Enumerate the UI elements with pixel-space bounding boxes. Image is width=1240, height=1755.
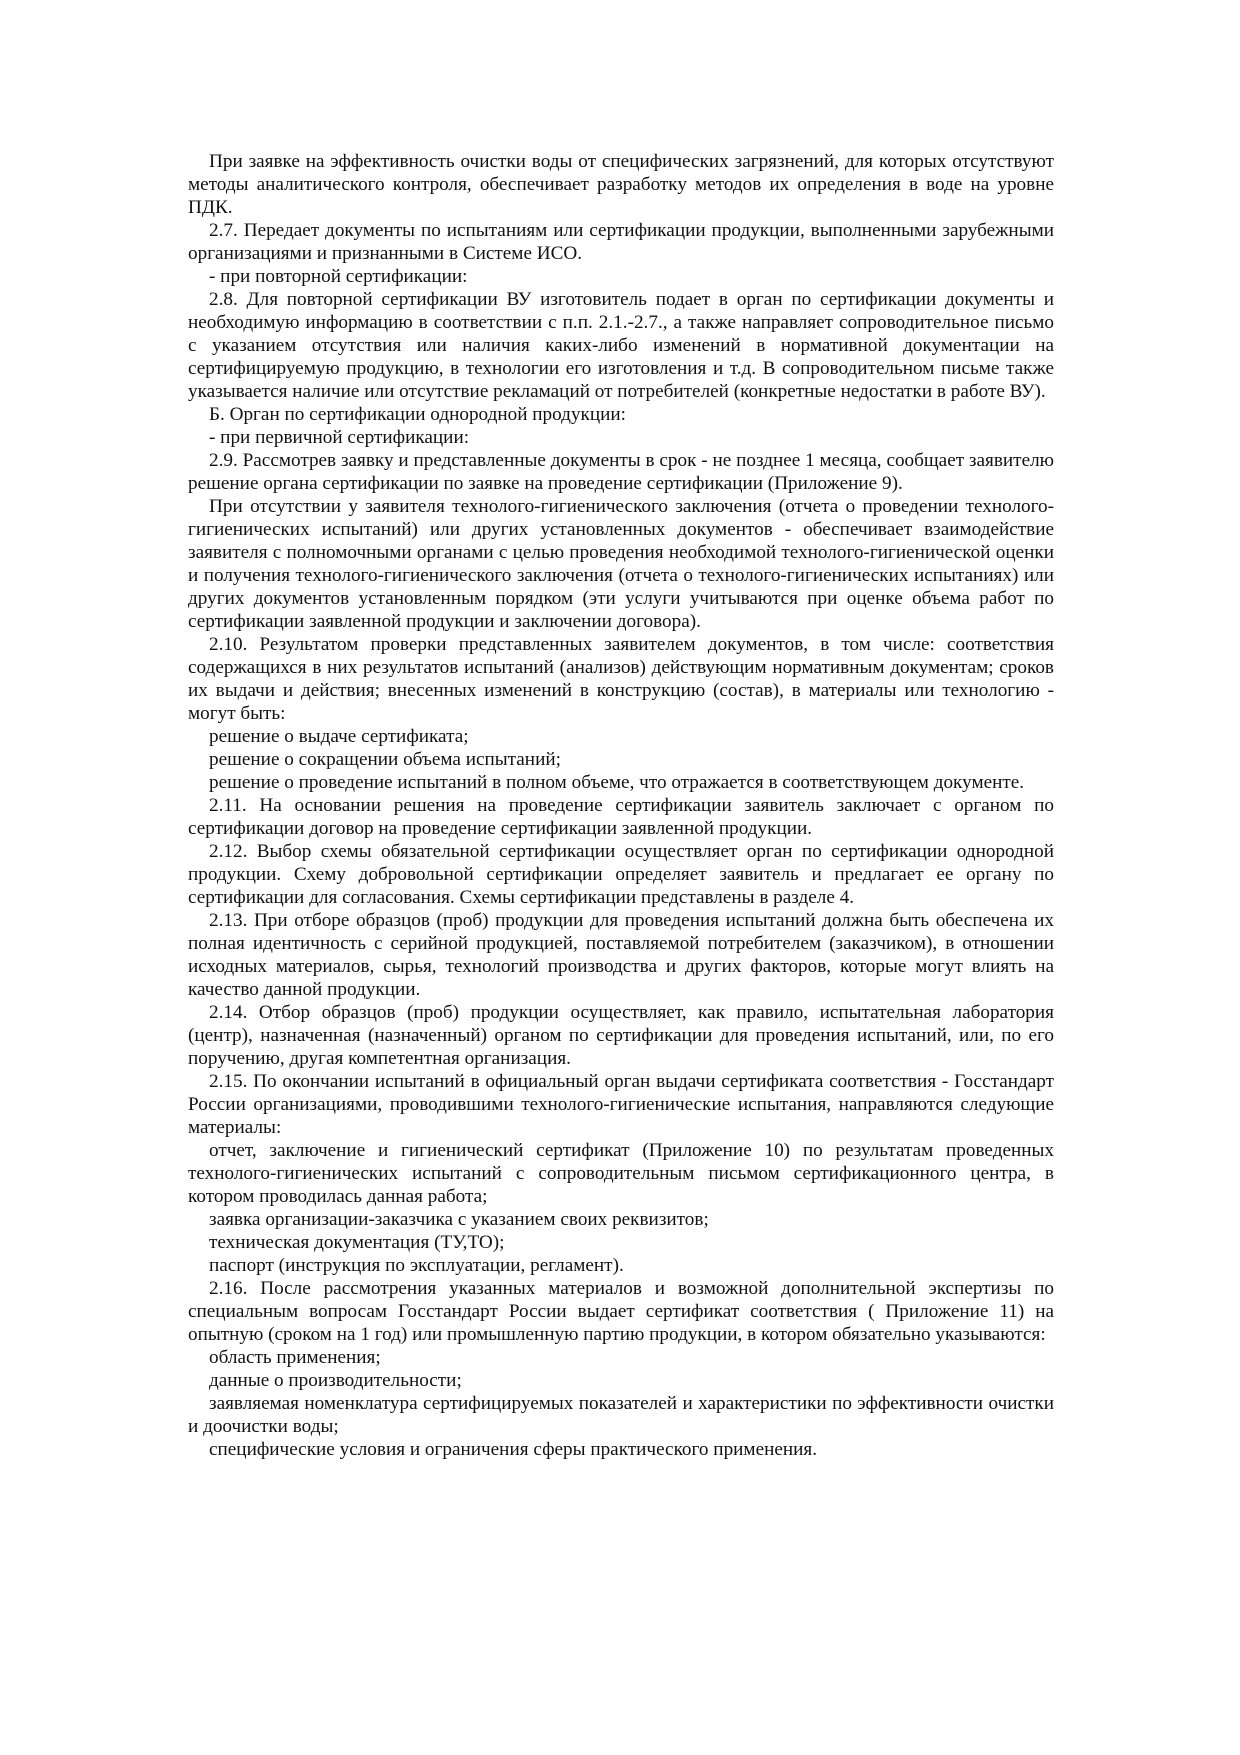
paragraph-2: 2.7. Передает документы по испытаниям или сертификации продукции, выполненными зарубежными организациями и признанными в Системе ИСО.: [188, 220, 1054, 264]
paragraph-11: решение о сокращении объема испытаний;: [209, 749, 561, 770]
paragraph-16: 2.14. Отбор образцов (проб) продукции осуществляет, как правило, испытательная лаборатория (центр), назначенная (назначенный) органом по сертификации для проведения испытаний, или, по его поручению, другая компетентная организация.: [188, 1002, 1054, 1069]
paragraph-7: 2.9. Рассмотрев заявку и представленные документы в срок - не позднее 1 месяца, сообщает заявителю решение органа сертификации по заявке на проведение сертификации (Приложение 9).: [188, 450, 1054, 494]
paragraph-14: 2.12. Выбор схемы обязательной сертификации осуществляет орган по сертификации однородной продукции. Схему добровольной сертификации определяет заявитель и предлагает ее органу по сертификации для согласования. Схемы сертификации представлены в разделе 4.: [188, 841, 1054, 908]
paragraph-20: техническая документация (ТУ,ТО);: [209, 1232, 505, 1253]
paragraph-4: 2.8. Для повторной сертификации ВУ изготовитель подает в орган по сертификации документы и необходимую информацию в соответствии с п.п. 2.1.-2.7., а также направляет сопроводительное письмо с указанием отсутствия или наличия каких-либо изменений в нормативной документации на сертифицируемую продукцию, в технологии его изготовления и т.д. В сопроводительном письме также указывается наличие или отсутствие рекламаций от потребителей (конкретные недостатки в работе ВУ).: [188, 289, 1054, 402]
paragraph-6: - при первичной сертификации:: [209, 427, 470, 448]
paragraph-8: При отсутствии у заявителя технолого-гигиенического заключения (отчета о проведении технолого-гигиенических испытаний) или других установленных документов - обеспечивает взаимодействие заявителя с полномочными органами с целью проведения необходимой технолого-гигиенической оценки и получения технолого-гигиенического заключения (отчета о технолого-гигиенических испытаниях) или других документов установленным порядком (эти услуги учитываются при оценке объема работ по сертификации заявленной продукции и заключении договора).: [188, 496, 1054, 632]
paragraph-10: решение о выдаче сертификата;: [209, 726, 469, 747]
paragraph-22: 2.16. После рассмотрения указанных материалов и возможной дополнительной экспертизы по специальным вопросам Госстандарт России выдает сертификат соответствия ( Приложение 11) на опытную (сроком на 1 год) или промышленную партию продукции, в котором обязательно указываются:: [188, 1278, 1054, 1345]
paragraph-1: При заявке на эффективность очистки воды от специфических загрязнений, для которых отсутствуют методы аналитического контроля, обеспечивает разработку методов их определения в воде на уровне ПДК.: [188, 151, 1054, 218]
paragraph-19: заявка организации-заказчика с указанием своих реквизитов;: [209, 1209, 709, 1230]
paragraph-18: отчет, заключение и гигиенический сертификат (Приложение 10) по результатам проведенных технолого-гигиенических испытаний с сопроводительным письмом сертификационного центра, в котором проводилась данная работа;: [188, 1140, 1054, 1207]
paragraph-15: 2.13. При отборе образцов (проб) продукции для проведения испытаний должна быть обеспечена их полная идентичность с серийной продукцией, поставляемой потребителем (заказчиком), в отношении исходных материалов, сырья, технологий производства и других факторов, которые могут влиять на качество данной продукции.: [188, 910, 1054, 1000]
paragraph-12: решение о проведение испытаний в полном объеме, что отражается в соответствующем документе.: [209, 772, 1025, 793]
paragraph-17: 2.15. По окончании испытаний в официальный орган выдачи сертификата соответствия - Госстандарт России организациями, проводившими технолого-гигиенические испытания, направляются следующие материалы:: [188, 1071, 1054, 1138]
paragraph-13: 2.11. На основании решения на проведение сертификации заявитель заключает с органом по сертификации договор на проведение сертификации заявленной продукции.: [188, 795, 1054, 839]
paragraph-24: данные о производительности;: [209, 1370, 462, 1391]
paragraph-3: - при повторной сертификации:: [209, 266, 468, 287]
paragraph-5: Б. Орган по сертификации однородной продукции:: [209, 404, 626, 425]
paragraph-23: область применения;: [209, 1347, 381, 1368]
paragraph-26: специфические условия и ограничения сферы практического применения.: [209, 1439, 818, 1460]
paragraph-21: паспорт (инструкция по эксплуатации, регламент).: [209, 1255, 624, 1276]
paragraph-9: 2.10. Результатом проверки представленных заявителем документов, в том числе: соответствия содержащихся в них результатов испытаний (анализов) действующим нормативным документам; сроков их выдачи и действия; внесенных изменений в конструкцию (состав), в материалы или технологию - могут быть:: [188, 634, 1054, 724]
document-body: [188, 150, 1054, 1461]
paragraph-25: заявляемая номенклатура сертифицируемых показателей и характеристики по эффективности очистки и доочистки воды;: [188, 1393, 1054, 1437]
